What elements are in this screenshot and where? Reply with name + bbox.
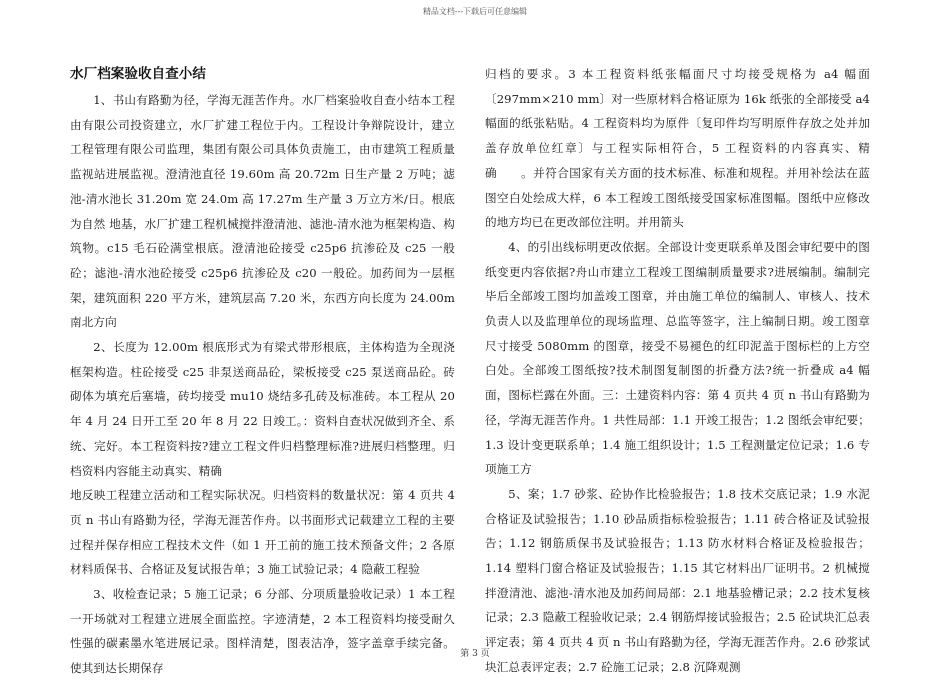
paragraph-3-continued: 归档的要求。3 本工程资料纸张幅面尺寸均接受规格为 a4 幅面〔297mm×210 mm〕对一些原材料合格证原为 16k 纸张的全部接受 a4 幅面的纸张粘贴。4 工程资料均为原件〔复印件均写明原件存放之处并加盖存放单位红章〕与工程实际相符合，5 工程资料的内容真实、精确 。并符合国家有关方面的技术标准、标准和规程。并用补绘法在蓝图空白处绘成大样，6 本工程竣工图纸接受国家标准图幅。图纸中应修改的地方均已在更改部位注明。并用箭头 [485,67,870,230]
page-header: 精品文档---下载后可任意编辑 [422,7,528,16]
left-column [70,62,455,681]
paragraph-2-continued: 地反映工程建立活动和工程实际状况。归档资料的数量状况：第 4 页共 4 页 n 书山有路勤为径，学海无涯苦作舟。以书面形式记载建立工程的主要过程并保存相应工程技术文件（如 1 开工前的施工技术预备文件；2 各原材料质保书、合格证及复试报告单；3 施工试验记录；4 隐蔽工程验 [70,488,455,577]
document-title: 水厂档案验收自查小结 [70,66,206,82]
right-column [485,62,870,680]
paragraph-2: 2、长度为 12.00m 根底形式为有梁式带形根底，主体构造为全现浇框架构造。柱砼接受 c25 非泵送商品砼，梁板接受 c25 泵送商品砼。砖砌体为填充后塞墙，砖均接受 mu10 烧结多孔砖及标准砖。本工程从 20 年 4 月 24 日开工至 20 年 8 月 22 日竣工。：资料自查状况做到齐全、系统、完好。本工程资料按?建立工程文件归档整理标准?进展归档整理。归档资料内容能主动真实、精确 [70,340,455,478]
paragraph-1: 1、书山有路勤为径，学海无涯苦作舟。水厂档案验收自查小结本工程由有限公司投资建立，水厂扩建工程位于内。工程设计争辩院设计，建立工程管理有限公司监理，集团有限公司具体负责施工，由市建筑工程质量监视站进展监视。澄清池直径 19.60m 高 20.72m 日生产量 2 万吨；滤池-清水池长 31.20m 宽 24.0m 高 17.27m 生产量 3 万立方米/日。根底为自然 地基，水厂扩建工程机械搅拌澄清池、滤池-清水池为框架构造、构筑物。c15 毛石砼满堂根底。澄清池砼接受 c25p6 抗渗砼及 c25 一般砼；滤池-清水池砼接受 c25p6 抗渗砼及 c20 一般砼。加药间为一层框架，建筑面积 220 平方米，建筑层高 7.20 米，东西方向长度为 24.00m 南北方向 [70,93,455,330]
paragraph-5: 5、案；1.7 砂浆、砼协作比检验报告；1.8 技术交底记录；1.9 水泥合格证及试验报告；1.10 砂品质指标检验报告；1.11 砖合格证及试验报告；1.12 钢筋质保书及试验报告；1.13 防水材料合格证及检验报告；1.14 塑料门窗合格证及试验报告；1.15 其它材料出厂证明书。2 机械搅拌澄清池、滤池-清水池及加药间局部：2.1 地基验槽记录；2.2 技术复核记录；2.3 隐蔽工程验收记录；2.4 钢筋焊接试验报告；2.5 砼试块汇总表评定表；第 4 页共 4 页 n 书山有路勤为径，学海无涯苦作舟。2.6 砂浆试块汇总表评定表；2.7 砼施工记录；2.8 沉降观测 [485,486,870,674]
paragraph-4: 4、的引出线标明更改依据。全部设计变更联系单及图会审纪要中的图纸变更内容依据?舟山市建立工程竣工图编制质量要求?进展编制。编制完毕后全部竣工图均加盖竣工图章，并由施工单位的编制人、审核人、技术负责人以及监理单位的现场监理、总监等签字，注上编制日期。竣工图章尺寸接受 5080mm 的图章，接受不易褪色的红印泥盖于图标栏的上方空白处。全部竣工图纸按?技术制图复制图的折叠方法?统一折叠成 a4 幅面，图标栏露在外面。三：土建资料内容：第 4 页共 4 页 n 书山有路勤为径，学海无涯苦作舟。1 共性局部：1.1 开竣工报告；1.2 图纸会审纪要；1.3 设计变更联系单；1.4 施工组织设计；1.5 工程测量定位记录；1.6 专项施工方 [485,239,870,477]
paragraph-3: 3、收检查记录；5 施工记录；6 分部、分项质量验收记录）1 本工程一开场就对工程建立进展全面监控。字迹清楚，2 本工程资料均接受耐久性强的碳素墨水笔进展记录。图样清楚，图表洁净，签字盖章手续完备。使其到达长期保存 [70,587,455,676]
page-number: 第 3 页 [460,649,490,659]
